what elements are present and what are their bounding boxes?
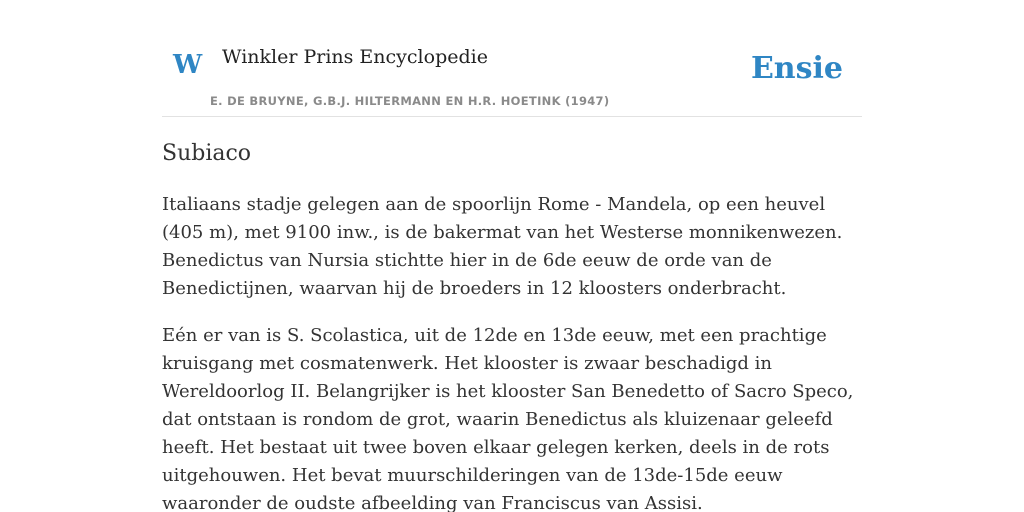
article-title: Subiaco xyxy=(162,141,252,166)
article xyxy=(162,138,862,512)
ensie-logo[interactable]: Ensie xyxy=(750,51,843,86)
source-authors: E. DE BRUYNE, G.B.J. HILTERMANN EN H.R. HOETINK (1947) xyxy=(210,94,610,108)
source-header xyxy=(162,0,862,117)
article-paragraph-1: Italiaans stadje gelegen aan de spoorlijn Rome - Mandela, op een heuvel (405 m), met 9100 inw., is de bakermat van het Westerse monnikenwezen. Benedictus van Nursia stichtte hier in de 6de eeuw de orde van de Benedictijnen, waarvan hij de broeders in 12 kloosters onderbracht. xyxy=(162,194,843,299)
article-paragraph-2: Eén er van is S. Scolastica, uit de 12de en 13de eeuw, met een prachtige kruisgang met cosmatenwerk. Het klooster is zwaar beschadigd in Wereldoorlog II. Belangrijker is het klooster San Benedetto of Sacro Speco, dat ontstaan is rondom de grot, waarin Benedictus als kluizenaar geleefd heeft. Het bestaat uit twee boven elkaar gelegen kerken, deels in de rots uitgehouwen. Het bevat muurschilderingen van de 13de-15de eeuw waaronder de oudste afbeelding van Franciscus van Assisi. xyxy=(162,325,854,512)
winkler-prins-logo[interactable]: W xyxy=(173,50,203,80)
source-title[interactable]: Winkler Prins Encyclopedie xyxy=(222,46,488,68)
